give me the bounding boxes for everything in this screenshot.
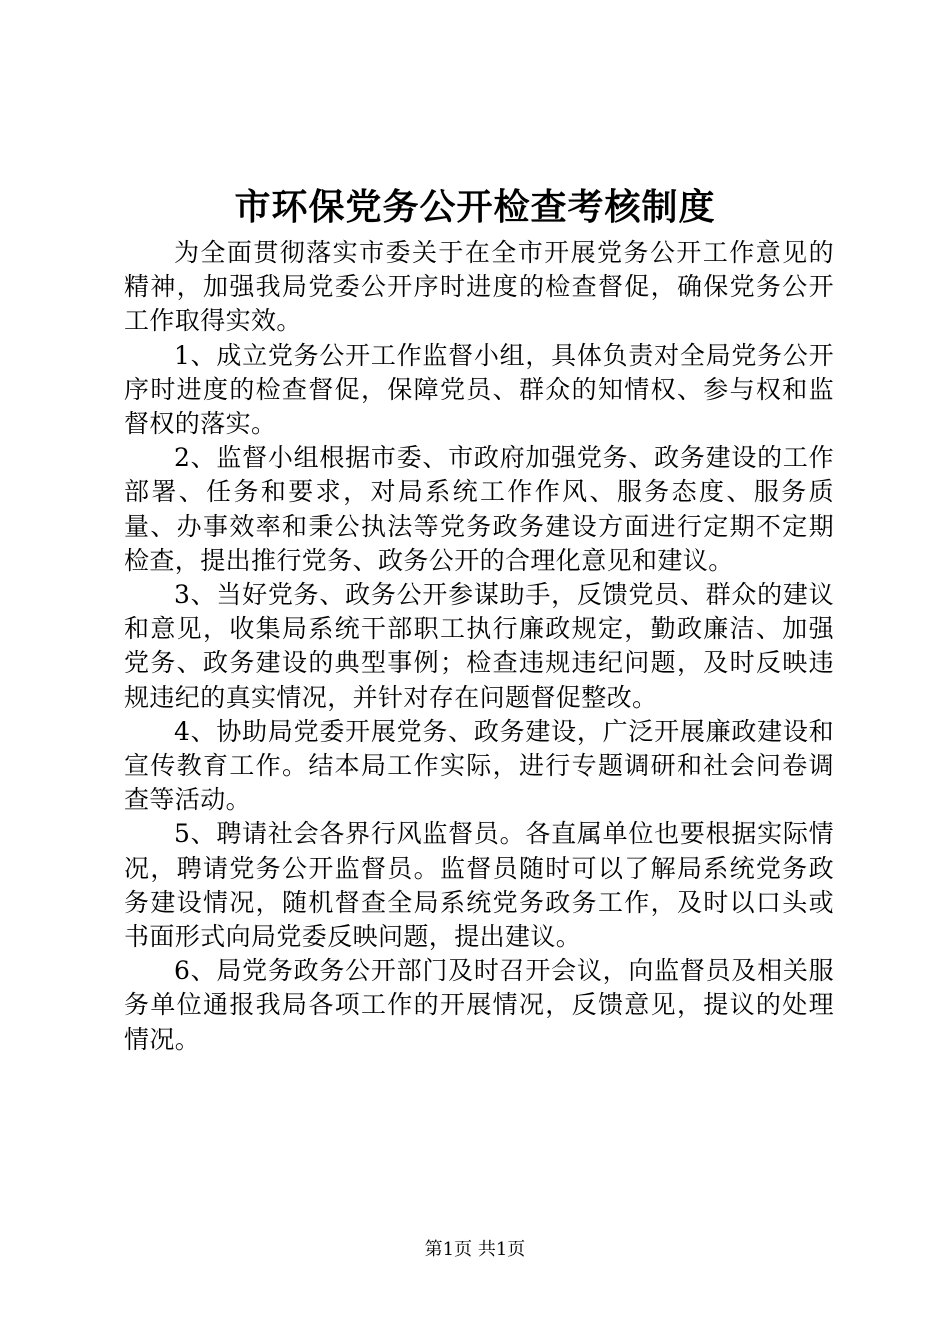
paragraph-intro: 为全面贯彻落实市委关于在全市开展党务公开工作意见的精神，加强我局党委公开序时进度的检查督促，确保党务公开工作取得实效。 [124,238,834,336]
paragraph-item-6: 6、局党务政务公开部门及时召开会议，向监督员及相关服务单位通报我局各项工作的开展情况，反馈意见，提议的处理情况。 [124,956,834,1054]
paragraph-item-5: 5、聘请社会各界行风监督员。各直属单位也要根据实际情况，聘请党务公开监督员。监督员随时可以了解局系统党务政务建设情况，随机督查全局系统党务政务工作，及时以口头或书面形式向局党委反映问题，提出建议。 [124,819,834,952]
paragraph-item-1: 1、成立党务公开工作监督小组，具体负责对全局党务公开序时进度的检查督促，保障党员、群众的知情权、参与权和监督权的落实。 [124,340,834,439]
paragraph-item-3: 3、当好党务、政务公开参谋助手，反馈党员、群众的建议和意见，收集局系统干部职工执行廉政规定，勤政廉洁、加强党务、政务建设的典型事例；检查违规违纪问题，及时反映违规违纪的真实情况，并针对存在问题督促整改。 [124,580,834,712]
paragraph-item-2: 2、监督小组根据市委、市政府加强党务、政务建设的工作部署、任务和要求，对局系统工作作风、服务态度、服务质量、办事效率和秉公执法等党务政务建设方面进行定期不定期检查，提出推行党务、政务公开的合理化意见和建议。 [124,443,834,575]
document-body [124,236,834,1057]
document-title: 市环保党务公开检查考核制度 [234,187,716,228]
page-footer: 第1页 共1页 [424,1239,526,1260]
paragraph-item-4: 4、协助局党委开展党务、政务建设，广泛开展廉政建设和宣传教育工作。结本局工作实际，进行专题调研和社会问卷调查等活动。 [124,716,834,815]
